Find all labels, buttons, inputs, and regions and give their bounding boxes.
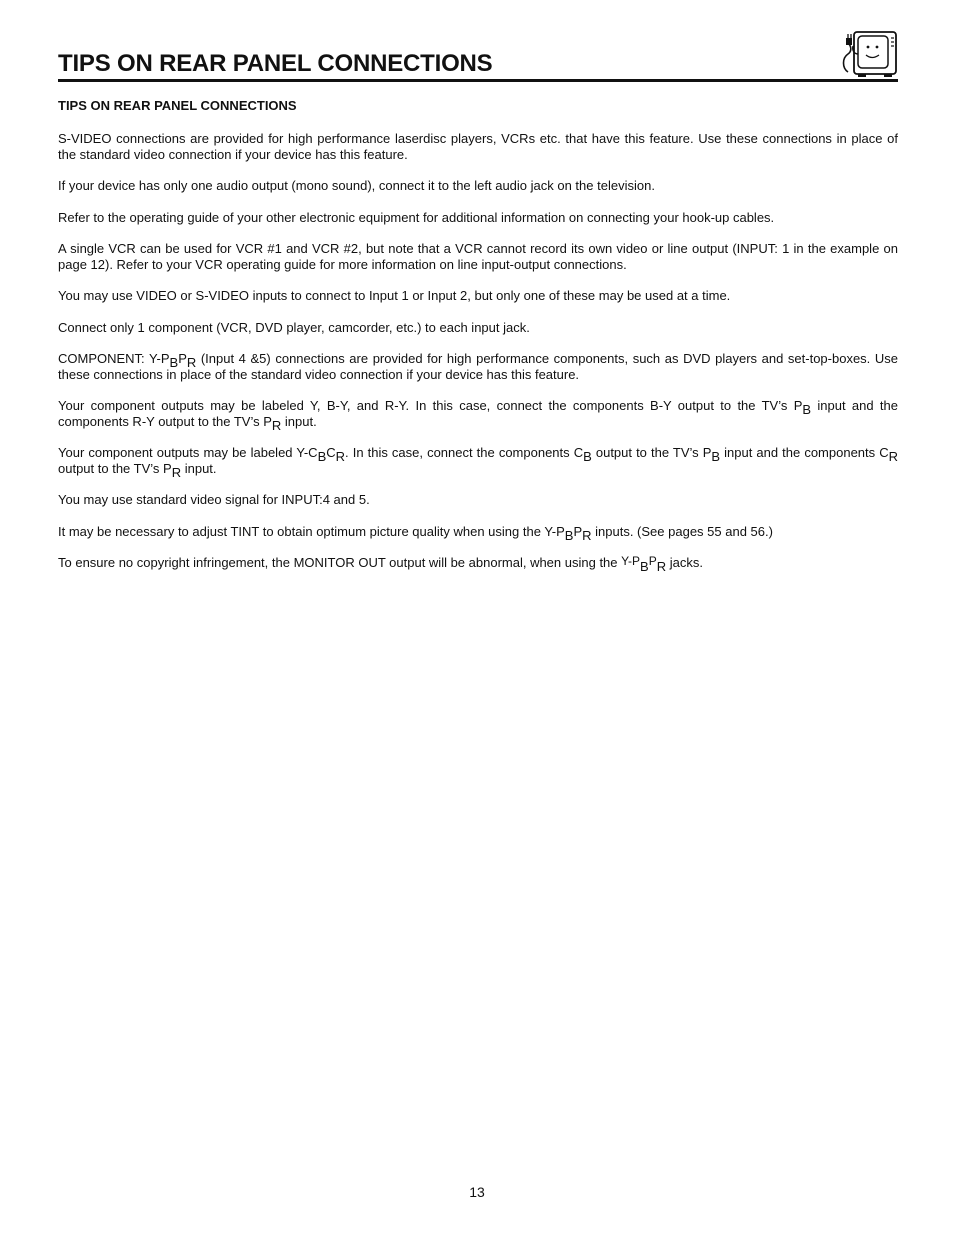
subscript: R <box>271 417 282 433</box>
section-heading: TIPS ON REAR PANEL CONNECTIONS <box>58 98 297 113</box>
text-run-raised: P <box>648 554 657 568</box>
page-header <box>58 28 898 84</box>
paragraph-video-inputs: You may use VIDEO or S-VIDEO inputs to connect to Input 1 or Input 2, but only one of these may be used at a time. <box>58 288 731 303</box>
subscript: B <box>583 449 592 464</box>
text-run: P <box>178 351 187 366</box>
subscript: R <box>656 559 667 574</box>
subscript: B <box>640 559 649 574</box>
subscript: R <box>186 355 197 370</box>
paragraph-tint <box>58 523 898 543</box>
paragraph-component-ypbpr <box>58 351 898 382</box>
text-run: To ensure no copyright infringement, the MONITOR OUT output will be abnormal, when using the <box>58 555 622 570</box>
paragraph-standard-video: You may use standard video signal for INPUT:4 and 5. <box>58 492 370 507</box>
paragraph-operating-guide: Refer to the operating guide of your other electronic equipment for additional information on connecting your hook-up cables. <box>58 209 775 225</box>
paragraph-component-ycbcr <box>58 445 898 480</box>
subscript: B <box>711 449 721 464</box>
text-run: output to the TV’s P <box>591 445 712 460</box>
paragraph-s-video: S-VIDEO connections are provided for high performance laserdisc players, VCRs etc. that have this feature. Use these connections in place of the standard video connection if your device has this feature. <box>58 131 898 162</box>
text-run: P <box>573 523 583 539</box>
text-run: It may be necessary to adjust TINT to obtain optimum picture quality when using the Y-P <box>58 523 565 539</box>
subscript: B <box>564 527 574 543</box>
subscript: R <box>888 449 898 464</box>
text-run: input. <box>281 413 317 429</box>
text-run: input and the components C <box>720 445 889 460</box>
paragraph-one-component: Connect only 1 component (VCR, DVD player, camcorder, etc.) to each input jack. <box>58 319 530 335</box>
subscript: B <box>802 402 812 417</box>
text-run: (Input 4 &5) connections are provided for high performance components, such as DVD players and set-top-boxes. Use these connections in place of the standard video connection if your device has this feature. <box>58 351 898 382</box>
subscript: R <box>171 464 182 480</box>
subscript: R <box>582 527 592 543</box>
text-run: jacks. <box>666 555 703 570</box>
text-run: input and the components R-Y output to the TV’s P <box>58 398 898 429</box>
page-title: TIPS ON REAR PANEL CONNECTIONS <box>58 50 493 77</box>
paragraph-component-by-ry <box>58 398 898 433</box>
paragraph-single-vcr: A single VCR can be used for VCR #1 and VCR #2, but note that a VCR cannot record its own video or line output (INPUT: 1 in the example on page 12). Refer to your VCR operating guide for more information on line input-output connections. <box>58 241 898 272</box>
text-run: COMPONENT: Y-P <box>58 351 170 366</box>
page-number: 13 <box>469 1184 485 1200</box>
subscript: B <box>317 449 327 464</box>
paragraph-monitor-out <box>58 555 898 572</box>
subscript: R <box>335 449 346 464</box>
text-run-raised: Y-P <box>621 554 641 568</box>
text-run: . In this case, connect the components C <box>345 445 584 460</box>
header-rule <box>58 79 898 82</box>
text-run: Your component outputs may be labeled Y-C <box>58 445 318 460</box>
text-run: C <box>326 445 336 460</box>
text-run: input. <box>181 460 217 476</box>
main-content <box>58 98 898 588</box>
text-run: output to the TV’s P <box>58 460 172 476</box>
text-run: Your component outputs may be labeled Y, B-Y, and R-Y. In this case, connect the components B-Y output to the TV’s P <box>58 398 803 413</box>
tv-mascot-icon <box>840 28 898 78</box>
paragraph-mono-audio: If your device has only one audio output (mono sound), connect it to the left audio jack on the television. <box>58 178 655 193</box>
subscript: B <box>169 355 179 370</box>
text-run: inputs. (See pages 55 and 56.) <box>591 523 773 539</box>
